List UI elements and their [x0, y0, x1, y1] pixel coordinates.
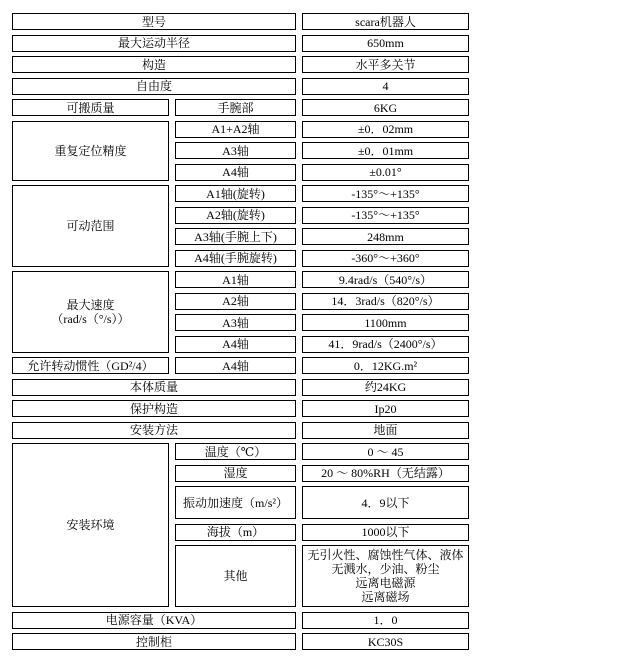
- motion-range-axis-a2: A2轴(旋转): [175, 207, 296, 224]
- motion-range-label: 可动范围: [12, 185, 169, 267]
- repeatability-axis-a1a2: A1+A2轴: [175, 121, 296, 138]
- motion-range-axis-a3: A3轴(手腕上下): [175, 228, 296, 245]
- protection-label: 保护构造: [12, 400, 296, 417]
- structure-value: 水平多关节: [302, 56, 469, 73]
- motion-range-axis-a1: A1轴(旋转): [175, 185, 296, 202]
- cabinet-label: 控制柜: [12, 633, 296, 650]
- body-mass-value: 约24KG: [302, 379, 469, 396]
- environment-altitude-value: 1000以下: [302, 524, 469, 541]
- environment-temperature-value: 0 〜 45: [302, 443, 469, 460]
- motion-range-value-a2: -135°〜+135°: [302, 207, 469, 224]
- mounting-label: 安装方法: [12, 422, 296, 439]
- max-speed-label-line1: 最大速度: [66, 297, 115, 312]
- payload-value: 6KG: [302, 99, 469, 116]
- inertia-label: 允许转动惯性（GD²/4）: [12, 357, 169, 374]
- structure-label: 构造: [12, 56, 296, 73]
- model-value: scara机器人: [302, 13, 469, 30]
- environment-vibration-label: 振动加速度（m/s²）: [175, 486, 296, 519]
- environment-other-label: 其他: [175, 545, 296, 607]
- repeatability-value-a3: ±0．01mm: [302, 142, 469, 159]
- protection-value: Ip20: [302, 400, 469, 417]
- max-speed-axis-a2: A2轴: [175, 293, 296, 310]
- environment-other-value: [302, 545, 469, 607]
- max-speed-value-a1: 9.4rad/s（540°/s）: [302, 271, 469, 288]
- payload-label: 可搬质量: [12, 99, 169, 116]
- environment-other-line1: 无引火性、腐蚀性气体、液体: [307, 548, 464, 562]
- environment-other-line2: 无溅水，少油、粉尘: [331, 562, 440, 576]
- repeatability-value-a1a2: ±0．02mm: [302, 121, 469, 138]
- max-speed-axis-a3: A3轴: [175, 314, 296, 331]
- model-label: 型号: [12, 13, 296, 30]
- power-label: 电源容量（KVA）: [12, 612, 296, 629]
- max-speed-value-a3: 1100mm: [302, 314, 469, 331]
- max-speed-axis-a1: A1轴: [175, 271, 296, 288]
- environment-other-line3: 远离电磁源: [355, 576, 416, 590]
- max-speed-value-a4: 41．9rad/s（2400°/s）: [302, 336, 469, 353]
- payload-sub-label: 手腕部: [175, 99, 296, 116]
- environment-temperature-label: 温度（℃）: [175, 443, 296, 460]
- environment-humidity-value: 20 〜 80%RH（无结露）: [302, 465, 469, 482]
- max-speed-axis-a4: A4轴: [175, 336, 296, 353]
- max-speed-label-line2: （rad/s（°/s））: [51, 311, 130, 326]
- repeatability-axis-a3: A3轴: [175, 142, 296, 159]
- max-radius-value: 650mm: [302, 35, 469, 52]
- inertia-axis-a4: A4轴: [175, 357, 296, 374]
- robot-spec-table: [12, 13, 469, 650]
- repeatability-axis-a4: A4轴: [175, 164, 296, 181]
- repeatability-value-a4: ±0.01°: [302, 164, 469, 181]
- motion-range-value-a1: -135°〜+135°: [302, 185, 469, 202]
- motion-range-value-a4: -360°〜+360°: [302, 250, 469, 267]
- max-speed-label: [12, 271, 169, 353]
- motion-range-axis-a4: A4轴(手腕旋转): [175, 250, 296, 267]
- max-speed-value-a2: 14．3rad/s（820°/s）: [302, 293, 469, 310]
- environment-altitude-label: 海拔（m）: [175, 524, 296, 541]
- inertia-value: 0．12KG.m²: [302, 357, 469, 374]
- cabinet-value: KC30S: [302, 633, 469, 650]
- environment-other-line4: 远离磁场: [361, 590, 410, 604]
- max-radius-label: 最大运动半径: [12, 35, 296, 52]
- mounting-value: 地面: [302, 422, 469, 439]
- environment-vibration-value: 4．9以下: [302, 486, 469, 519]
- environment-humidity-label: 湿度: [175, 465, 296, 482]
- power-value: 1．0: [302, 612, 469, 629]
- body-mass-label: 本体质量: [12, 379, 296, 396]
- dof-label: 自由度: [12, 78, 296, 95]
- dof-value: 4: [302, 78, 469, 95]
- environment-label: 安装环境: [12, 443, 169, 607]
- motion-range-value-a3: 248mm: [302, 228, 469, 245]
- repeatability-label: 重复定位精度: [12, 121, 169, 181]
